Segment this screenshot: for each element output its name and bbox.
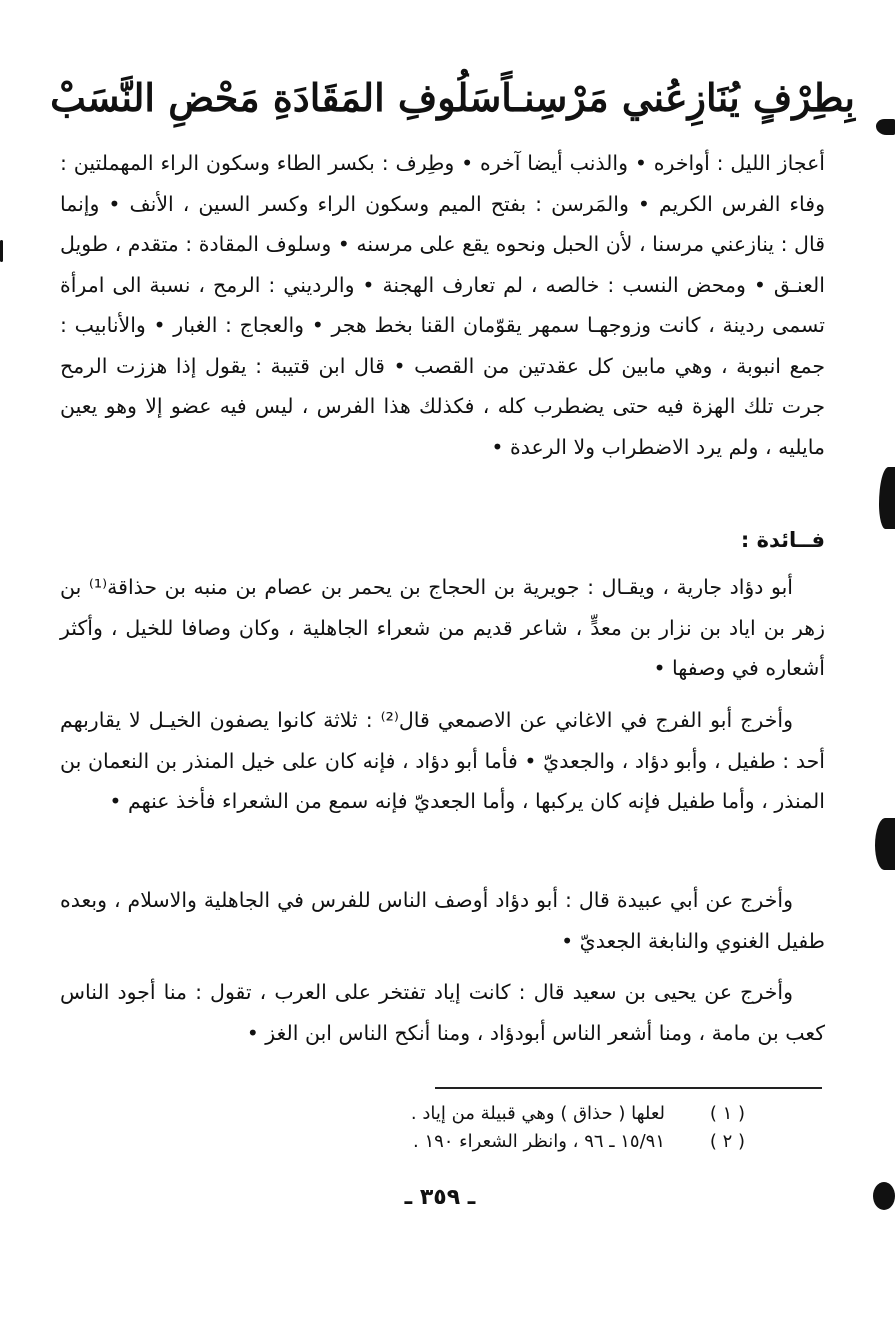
page-number: ـ ٣٥٩ ـ	[404, 1185, 476, 1210]
verse-first-hemistich: بِطِرْفٍ يُنَازِعُني مَرْسِنـاً	[501, 74, 855, 120]
section-heading: فــائدة :	[740, 528, 825, 552]
aghani-paragraph	[60, 700, 825, 822]
footnote-text: لعلها ( حذاق ) وهي قبيلة من إياد .	[410, 1103, 665, 1124]
abu-duad-paragraph	[60, 567, 825, 689]
footnotes	[250, 1100, 745, 1156]
footnote-item	[250, 1100, 745, 1128]
ink-blot	[876, 119, 895, 135]
aghani-text: وأخرج أبو الفرج في الاغاني عن الاصمعي قال⁽²⁾ : ثلاثة كانوا يصفون الخيـل لا يقاربهم أحد : طفيل ، وأبو دؤاد ، والجعديّ • فأما أبو دؤاد ، فإنه كان على خيل المنذر بن النعمان بن المنذر ، وأما طفيل فإنه كان يركبها ، وأما الجعديّ فإنه سمع من الشعراء فأخذ عنهم •	[60, 708, 825, 813]
footnote-text: ١٥/٩١ ـ ٩٦ ، وانظر الشعراء ١٩٠ .	[412, 1131, 665, 1152]
footnote-number: ( ١ )	[709, 1103, 745, 1124]
abu-ubaida-paragraph	[60, 880, 825, 961]
ink-blot	[0, 240, 3, 262]
ink-blot	[879, 467, 895, 529]
footnote-item	[250, 1128, 745, 1156]
ink-blot	[875, 818, 895, 870]
abu-ubaida-text: وأخرج عن أبي عبيدة قال : أبو دؤاد أوصف الناس للفرس في الجاهلية والاسلام ، وبعده طفيل الغنوي والنابغة الجعديّ •	[60, 888, 825, 953]
ink-blot	[873, 1182, 895, 1210]
yahya-paragraph	[60, 972, 825, 1053]
yahya-text: وأخرج عن يحيى بن سعيد قال : كانت إياد تفتخر على العرب ، تقول : منا أجود الناس كعب بن مامة ، ومنا أشعر الناس أبودؤاد ، ومنا أنكح الناس ابن الغز •	[60, 980, 825, 1045]
footnote-divider	[435, 1087, 822, 1089]
footnote-number: ( ٢ )	[709, 1131, 745, 1152]
glossary-paragraph: أعجاز الليل : أواخره • والذنب أيضا آخره • وطِرف : بكسر الطاء وسكون الراء المهملتين : وفاء الفرس الكريم • والمَرسن : بفتح الميم وسكون الراء وكسر السين ، الأنف • وإنما قال : ينازعني مرسنا ، لأن الحبل ونحوه يقع على مرسنه • وسلوف المقادة : متقدم ، طويل العنـق • ومحض النسب : خالصه ، لم تعارف الهجنة • والرديني : الرمح ، نسبة الى امرأة تسمى ردينة ، كانت وزوجهـا سمهر يقوّمان القنا بخط هجر • والعجاج : الغبار • والأنابيب : جمع انبوبة ، وهي مابين كل عقدتين من القصب • قال ابن قتيبة : يقول إذا هززت الرمح جرت تلك الهزة فيه حتى يضطرب كله ، فكذلك هذا الفرس ، ليس فيه عضو إلا وهو يعين مايليه ، ولم يرد الاضطراب ولا الرعدة •	[60, 151, 825, 459]
abu-duad-text: أبو دؤاد جارية ، ويقـال : جويرية بن الحجاج بن يحمر بن عصام بن منبه بن حذاقة⁽¹⁾ بن زهر بن اياد بن نزار بن معدٍّ ، شاعر قديم من شعراء الجاهلية ، وكان وصافا للخيل ، وأكثر أشعاره في وصفها •	[60, 575, 825, 680]
verse-second-hemistich: سَلُوفِ المَقَادَةِ مَحْضِ النَّسَبْ	[50, 74, 502, 120]
poem-verse	[50, 62, 855, 132]
